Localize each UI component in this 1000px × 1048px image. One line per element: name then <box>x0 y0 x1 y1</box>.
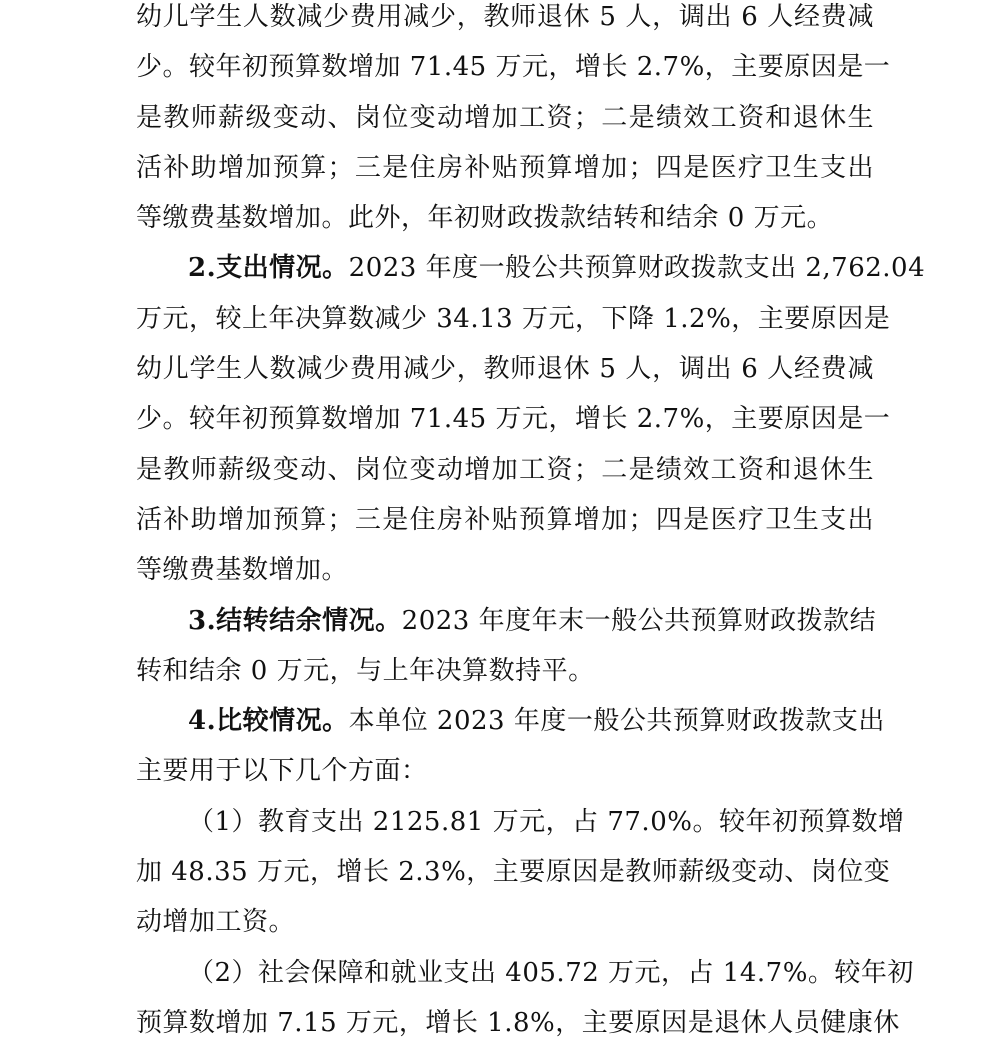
paragraph-income-continuation <box>136 0 891 243</box>
text-line: 少。较年初预算数增加 71.45 万元，增长 2.7%，主要原因是一 <box>136 404 891 435</box>
paragraph-expenditure <box>136 243 926 595</box>
text-line: 是教师薪级变动、岗位变动增加工资；二是绩效工资和退休生 <box>136 454 874 485</box>
text-line: 动增加工资。 <box>136 907 296 938</box>
document-page <box>136 0 926 1048</box>
text-line: 幼儿学生人数减少费用减少，教师退休 5 人，调出 6 人经费减 <box>136 2 874 32</box>
section-heading: 2.支出情况。 <box>188 253 349 284</box>
paragraph-social-security-expense <box>136 948 914 1048</box>
section-heading: 3.结转结余情况。 <box>188 605 402 636</box>
text-line: 幼儿学生人数减少费用减少，教师退休 5 人，调出 6 人经费减 <box>136 354 874 385</box>
paragraph-first-line <box>136 243 926 293</box>
text-line: 少。较年初预算数增加 71.45 万元，增长 2.7%，主要原因是一 <box>136 52 891 83</box>
text-line: 等缴费基数增加。此外，年初财政拨款结转和结余 0 万元。 <box>136 203 834 234</box>
paragraph-first-line <box>136 596 877 646</box>
paragraph-carryover <box>136 596 877 697</box>
text-line: 是教师薪级变动、岗位变动增加工资；二是绩效工资和退休生 <box>136 102 874 133</box>
text-line: 万元，较上年决算数减少 34.13 万元，下降 1.2%，主要原因是 <box>136 303 891 334</box>
text-run: 本单位 2023 年度一般公共预算财政拨款支出 <box>348 706 885 737</box>
text-line: 活补助增加预算；三是住房补贴预算增加；四是医疗卫生支出 <box>136 504 874 535</box>
paragraph-education-expense <box>136 797 905 948</box>
text-run: 2023 年度一般公共预算财政拨款支出 2,762.04 <box>348 253 926 284</box>
text-line: 主要用于以下几个方面： <box>136 756 428 787</box>
paragraph-first-line: （1）教育支出 2125.81 万元，占 77.0%。较年初预算数增 <box>188 806 905 837</box>
paragraph-first-line <box>136 696 885 746</box>
paragraph-comparison <box>136 696 885 797</box>
paragraph-first-line: （2）社会保障和就业支出 405.72 万元，占 14.7%。较年初 <box>188 957 914 988</box>
text-line: 预算数增加 7.15 万元，增长 1.8%，主要原因是退休人员健康休 <box>136 1007 900 1038</box>
text-run: 2023 年度年末一般公共预算财政拨款结 <box>401 605 877 636</box>
section-heading: 4.比较情况。 <box>188 706 349 737</box>
text-line: 转和结余 0 万元，与上年决算数持平。 <box>136 655 595 686</box>
text-line: 等缴费基数增加。 <box>136 555 349 586</box>
text-line: 加 48.35 万元，增长 2.3%，主要原因是教师薪级变动、岗位变 <box>136 857 891 888</box>
text-line: 活补助增加预算；三是住房补贴预算增加；四是医疗卫生支出 <box>136 152 874 183</box>
